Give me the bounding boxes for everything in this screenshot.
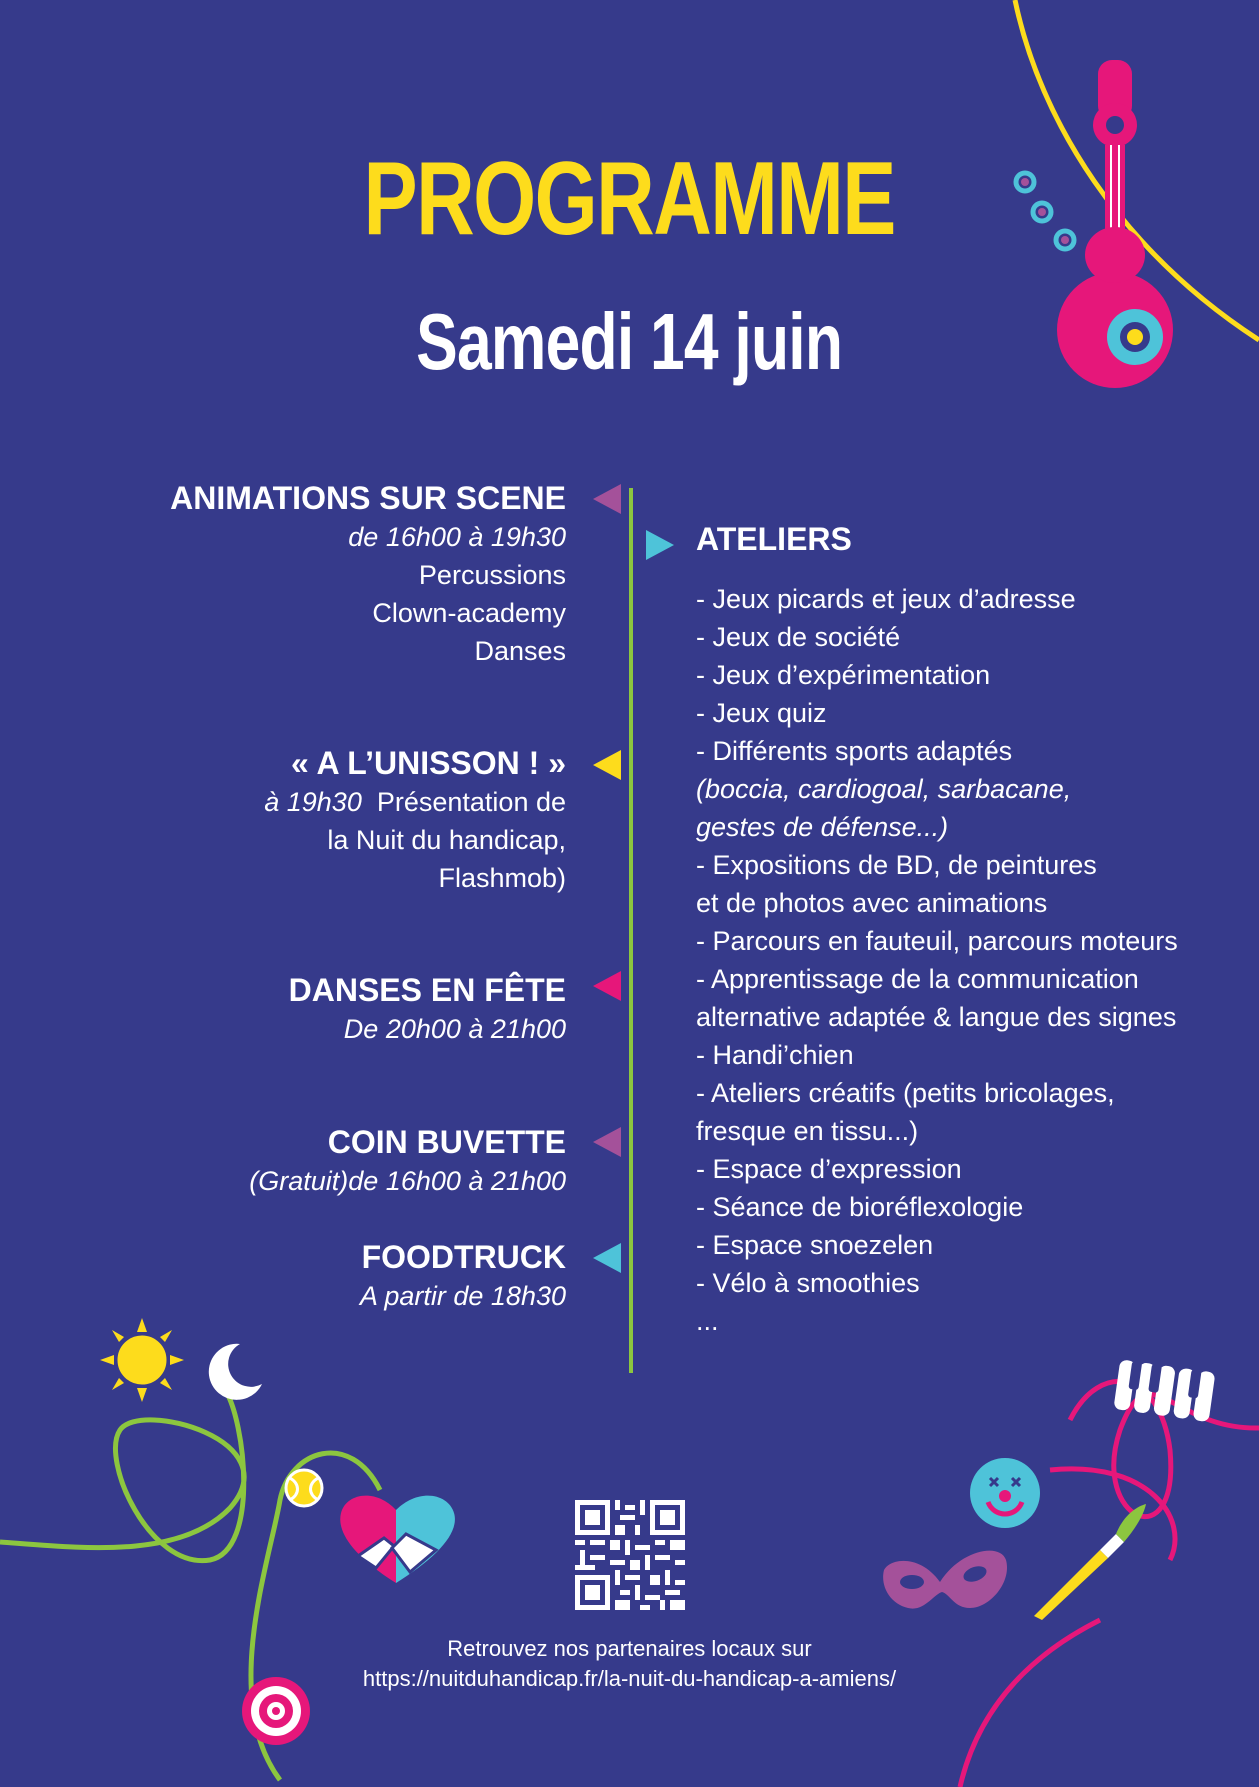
timeline-line: [629, 488, 633, 1373]
list-item: - Jeux de société: [696, 622, 901, 652]
list-item: - Différents sports adaptés: [696, 736, 1013, 766]
list-item: - Séance de bioréflexologie: [696, 1192, 1024, 1222]
partners-text: Retrouvez nos partenaires locaux sur: [447, 1636, 812, 1661]
section-animations: [6, 478, 566, 670]
section-title: DANSES EN FÊTE: [288, 972, 566, 1008]
list-item: et de photos avec animations: [696, 888, 1048, 918]
section-title: « A L’UNISSON ! »: [290, 745, 566, 781]
list-item: (boccia, cardiogoal, sarbacane,: [696, 774, 1072, 804]
piano-keys-icon: [1110, 1360, 1222, 1428]
mask-icon: [880, 1542, 1010, 1614]
section-line: Clown-academy: [372, 598, 566, 628]
section-line: Percussions: [418, 560, 566, 590]
timeline-marker: [593, 484, 621, 514]
section-line: Flashmob): [438, 863, 566, 893]
ateliers-title: ATELIERS: [696, 521, 852, 557]
section-time: De 20h00 à 21h00: [343, 1014, 566, 1044]
section-line: Présentation de: [376, 787, 566, 817]
section-unisson: [6, 743, 566, 897]
list-item: - Vélo à smoothies: [696, 1268, 920, 1298]
event-date: Samedi 14 juin: [416, 297, 843, 386]
timeline-marker: [593, 971, 621, 1001]
section-title: FOODTRUCK: [361, 1239, 566, 1275]
section-foodtruck: [6, 1237, 566, 1315]
list-item: - Jeux d’expérimentation: [696, 660, 991, 690]
page-title: PROGRAMME: [363, 141, 895, 257]
section-title: COIN BUVETTE: [327, 1124, 566, 1160]
section-line: la Nuit du handicap,: [327, 825, 566, 855]
section-time: à 19h30: [264, 787, 362, 817]
list-item: - Jeux picards et jeux d’adresse: [696, 584, 1076, 614]
section-time: (Gratuit)de 16h00 à 21h00: [249, 1166, 566, 1196]
ateliers-list: [696, 580, 1236, 1340]
section-time: de 16h00 à 19h30: [348, 522, 566, 552]
list-item: - Jeux quiz: [696, 698, 827, 728]
list-item: - Handi’chien: [696, 1040, 854, 1070]
section-line: Danses: [474, 636, 566, 666]
timeline-marker: [593, 1243, 621, 1273]
sun-icon: [100, 1318, 184, 1402]
section-danses: [6, 970, 566, 1048]
partners-link[interactable]: https://nuitduhandicap.fr/la-nuit-du-handicap-a-amiens/: [362, 1666, 897, 1691]
list-item: fresque en tissu...): [696, 1116, 919, 1146]
list-item: - Apprentissage de la communication: [696, 964, 1139, 994]
list-item: - Ateliers créatifs (petits bricolages,: [696, 1078, 1115, 1108]
timeline-marker: [646, 530, 674, 560]
handshake-heart-icon: [336, 1488, 460, 1588]
list-item: gestes de défense...): [696, 812, 949, 842]
section-time: A partir de 18h30: [359, 1281, 566, 1311]
list-item: - Expositions de BD, de peintures: [696, 850, 1097, 880]
list-item: - Espace snoezelen: [696, 1230, 934, 1260]
list-item: ...: [696, 1306, 719, 1336]
list-item: - Espace d’expression: [696, 1154, 962, 1184]
qr-code: [575, 1500, 685, 1610]
section-title: ANIMATIONS SUR SCENE: [170, 480, 566, 516]
paintbrush-icon: [1030, 1500, 1150, 1620]
partners-footer: [0, 1634, 1259, 1694]
moon-icon: [200, 1340, 266, 1406]
section-buvette: [6, 1122, 566, 1200]
list-item: - Parcours en fauteuil, parcours moteurs: [696, 926, 1178, 956]
timeline-marker: [593, 750, 621, 780]
list-item: alternative adaptée & langue des signes: [696, 1002, 1177, 1032]
timeline-marker: [593, 1127, 621, 1157]
tennis-ball-icon: [284, 1468, 324, 1508]
